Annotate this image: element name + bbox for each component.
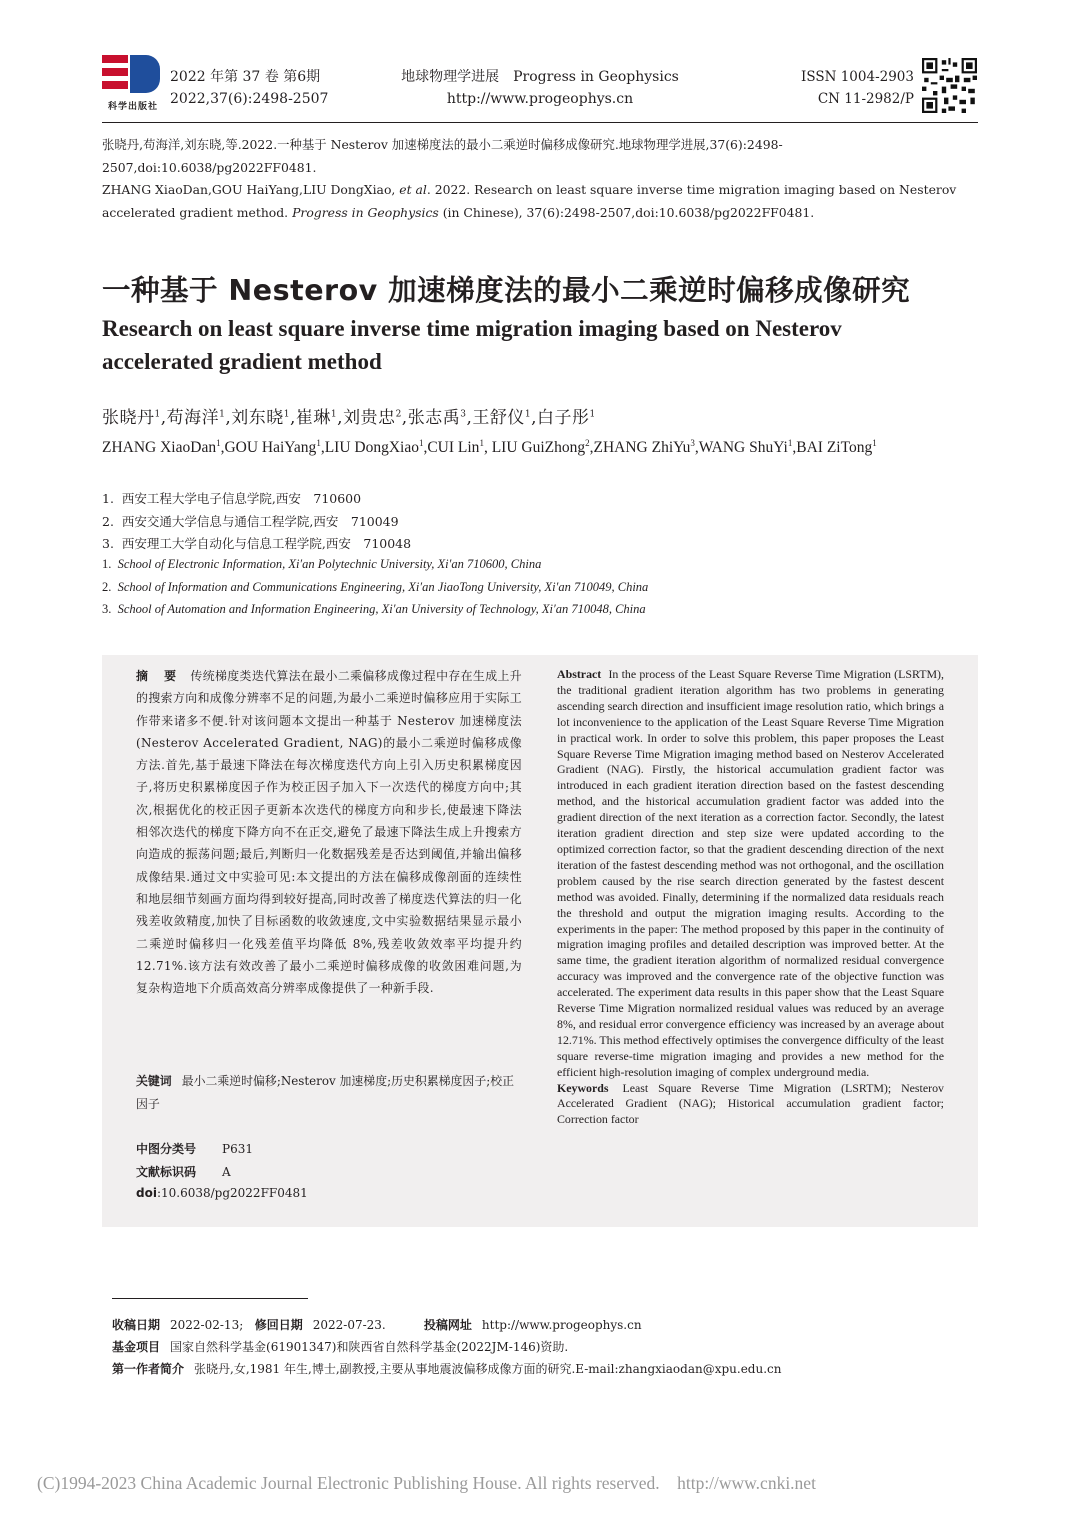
footnote-rule bbox=[112, 1298, 308, 1299]
doi: doi:10.6038/pg2022FF0481 bbox=[136, 1186, 308, 1200]
header-rule bbox=[102, 122, 978, 123]
journal-name bbox=[380, 66, 700, 110]
title-en bbox=[102, 312, 982, 378]
volume-cn: 2022 年第 37 卷 第6期 bbox=[170, 69, 321, 85]
keywords-cn-label: 关键词 bbox=[136, 1074, 172, 1088]
affiliation-cn-2: 2. 西安交通大学信息与通信工程学院,西安 710049 bbox=[102, 514, 399, 529]
clc-number: 中图分类号 P631 bbox=[136, 1142, 253, 1156]
cn-code: CN 11-2982/P bbox=[817, 91, 914, 107]
footnote-author: 第一作者简介 张晓丹,女,1981 年生,博士,副教授,主要从事地震波偏移成像方面的研究.E-mail:zhangxiaodan@xpu.edu.cn bbox=[112, 1362, 782, 1376]
keywords-cn bbox=[136, 1070, 522, 1115]
citation-en: ZHANG XiaoDan,GOU HaiYang,LIU DongXiao, et al. 2022. Research on least square inverse time migration imaging based on Nesterov accelerated gradient method. Progress in Geophysics (in Chinese), 37(6):2498-2507,doi:10.6038/pg2022FF0481. bbox=[102, 182, 957, 220]
title-en-line2: accelerated gradient method bbox=[102, 349, 382, 374]
journal-codes bbox=[790, 66, 914, 110]
title-en-line1: Research on least square inverse time migration imaging based on Nesterov bbox=[102, 316, 842, 341]
qr-code-icon bbox=[922, 58, 977, 113]
footnote-fund: 基金项目 国家自然科学基金(61901347)和陕西省自然科学基金(2022JM-146)资助. bbox=[112, 1340, 569, 1354]
journal-title: 地球物理学进展 Progress in Geophysics bbox=[401, 69, 679, 85]
affiliation-cn-1: 1. 西安工程大学电子信息学院,西安 710600 bbox=[102, 491, 362, 506]
footnote-dates: 收稿日期 2022-02-13; 修回日期 2022-07-23. 投稿网址 http://www.progeophys.cn bbox=[112, 1318, 642, 1332]
copyright-watermark: (C)1994-2023 China Academic Journal Electronic Publishing House. All rights reserved. http://www.cnki.net bbox=[37, 1473, 816, 1493]
abstract-en-text: In the process of the Least Square Reverse Time Migration (LSRTM), the traditional gradient iteration algorithm has two problems in generating ascending search direction and insufficient image resolution ratio, which brings a lot inconvenience to the application of the Least Square Reverse Time Migration in practical work. In order to solve this problem, this paper proposes the Least Square Reverse Time Migration imaging method based on Nesterov Accelerated Gradient (NAG). Firstly, the historical accumulation gradient factor was introduced in each gradient iteration direction based on the fastest descending method, and the historical accumulation gradient factor was added into the gradient direction of the next iteration as a correction factor. Secondly, the latest iteration gradient direction and step size were updated according to the optimized correction factor, so that the gradient descending direction of the next iteration of the fastest descending method was not orthogonal, and the oscillation problem caused by the rise search direction generated by the fastest descent method was avoided. Finally, determining if the normalized data residuals reach the threshold and output the migration imaging results. According to the experiments in the paper: The method proposed by this paper in the continuity of migration imaging profiles and detailed description was improved better. At the same time, the gradient iteration algorithm of normalized residual convergence accuracy was improved and the convergence rate of the objective function was accelerated. The experiment data results in this paper show that the Least Square Reverse Time Migration normalized residual values was reduced by an average 8%, and residual error convergence efficiency was increased by an average about 12.71%. This method effectively optimises the convergence difficulty of the least square reverse-time migration imaging and provides a new method for the efficient high-resolution imaging of complex underground media. bbox=[557, 667, 944, 1079]
title-cn: 一种基于 Nesterov 加速梯度法的最小二乘逆时偏移成像研究 bbox=[102, 274, 911, 307]
affiliation-en-1: 1. School of Electronic Information, Xi′an Polytechnic University, Xi′an 710600, China bbox=[102, 557, 542, 571]
abstract-en bbox=[557, 667, 944, 1128]
abstract-en-label: Abstract bbox=[557, 667, 602, 681]
journal-url[interactable]: http://www.progeophys.cn bbox=[446, 91, 634, 107]
publisher-logo-icon bbox=[102, 55, 164, 111]
affiliation-en-2: 2. School of Information and Communications Engineering, Xi′an JiaoTong University, Xi′an 710049, China bbox=[102, 580, 649, 594]
citation-cn: 张晓丹,苟海洋,刘东晓,等.2022.一种基于 Nesterov 加速梯度法的最小二乘逆时偏移成像研究.地球物理学进展,37(6):2498-2507,doi:10.6038/pg2022FF0481. bbox=[102, 137, 783, 175]
journal-volume bbox=[170, 66, 328, 110]
keywords-en bbox=[557, 1081, 944, 1129]
publisher-logo-text: 科学出版社 bbox=[107, 102, 158, 112]
keywords-en-text: Least Square Reverse Time Migration (LSRTM); Nesterov Accelerated Gradient (NAG); Historical accumulation gradient factor; Correction factor bbox=[557, 1080, 944, 1127]
keywords-en-label: Keywords bbox=[557, 1080, 609, 1095]
abstract-cn-text: 传统梯度类迭代算法在最小二乘偏移成像过程中存在生成上升的搜索方向和成像分辨率不足的问题,为最小二乘逆时偏移应用于实际工作带来诸多不便.针对该问题本文提出一种基于 Nesterov 加速梯度法(Nesterov Accelerated Gradient, NAG)的最小二乘逆时偏移成像方法.首先,基于最速下降法在每次梯度迭代方向上引入历史积累梯度因子,将历史积累梯度因子作为校正因子加入下一次迭代的梯度方向中;其次,根据优化的校正因子更新本次迭代的梯度方向和步长,使最速下降法相邻次迭代的梯度下降方向不在正交,避免了最速下降法生成上升搜索方向造成的振荡问题;最后,判断归一化数据残差是否达到阈值,并输出偏移成像结果.通过文中实验可见:本文提出的方法在偏移成像剖面的连续性和地层细节刻画方面均得到较好提高,同时改善了梯度迭代算法的归一化残差收敛精度,加快了目标函数的收敛速度,文中实验数据结果显示最小二乘逆时偏移归一化残差值平均降低 8%,残差收敛效率平均提升约 12.71%.该方法有效改善了最小二乘逆时偏移成像的收敛困难问题,为复杂构造地下介质高效高分辨率成像提供了一种新手段. bbox=[136, 669, 523, 996]
keywords-cn-text: 最小二乘逆时偏移;Nesterov 加速梯度;历史积累梯度因子;校正因子 bbox=[136, 1074, 514, 1111]
document-code: 文献标识码 A bbox=[136, 1165, 231, 1179]
authors-cn: 张晓丹$^1$,苟海洋$^1$,刘东晓$^1$,崔琳$^1$,刘贵忠$^2$,张志禹$^3$,王舒仪$^1$,白子彤$^1$ bbox=[102, 408, 596, 428]
authors-en: ZHANG XiaoDan$^1$,GOU HaiYang$^1$,LIU DongXiao$^1$,CUI Lin$^1$, LIU GuiZhong$^2$,ZHANG ZhiYu$^3$,WANG ShuYi$^1$,BAI ZiTong$^1$ bbox=[102, 438, 877, 457]
page-range: 2022,37(6):2498-2507 bbox=[170, 91, 329, 107]
abstract-cn-label: 摘 要 bbox=[136, 669, 183, 683]
abstract-cn bbox=[136, 665, 522, 999]
issn: ISSN 1004-2903 bbox=[801, 69, 914, 85]
citation-block bbox=[102, 134, 978, 224]
affiliation-en-3: 3. School of Automation and Information Engineering, Xi′an University of Technology, Xi′an 710048, China bbox=[102, 602, 646, 616]
submission-url[interactable]: http://www.progeophys.cn bbox=[481, 1318, 642, 1332]
affiliation-cn-3: 3. 西安理工大学自动化与信息工程学院,西安 710048 bbox=[102, 536, 412, 551]
abstract-en-paragraph bbox=[557, 667, 944, 1081]
